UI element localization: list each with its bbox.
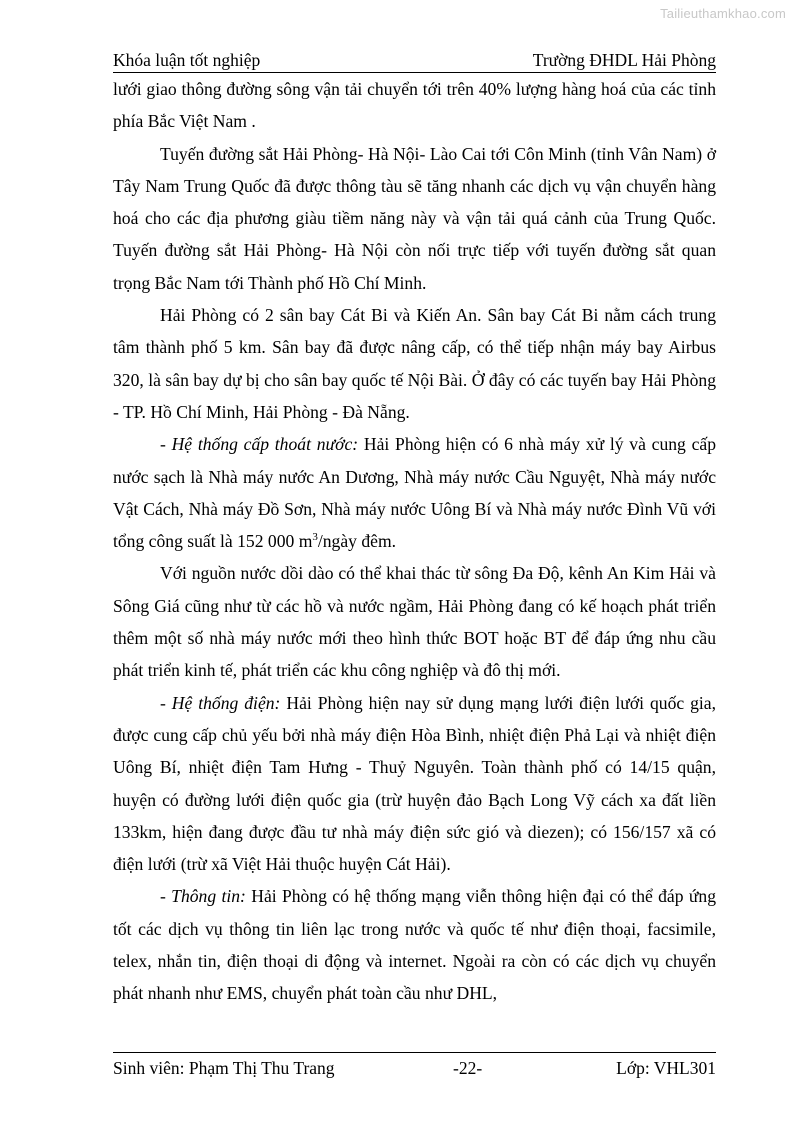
water-supply-text: Hải Phòng hiện có 6 nhà máy xử lý và cung cấp nước sạch là Nhà máy nước An Dương, Nhà máy nước Cầu Nguyệt, Nhà máy nước Vật Cách, Nhà máy Đồ Sơn, Nhà máy nước Uông Bí và Nhà máy nước Đình Vũ với tổng công suất là 152 000 m [113,434,716,552]
footer-class: Lớp: VHL301 [616,1058,716,1078]
paragraph-water-supply [113,428,716,557]
page-header [113,49,716,73]
paragraph-continuation: lưới giao thông đường sông vận tải chuyển tới trên 40% lượng hàng hoá của các tỉnh phía Bắc Việt Nam . [113,79,716,132]
paragraph-water-resources: Với nguồn nước dồi dào có thể khai thác từ sông Đa Độ, kênh An Kim Hải và Sông Giá cũng như từ các hồ và nước ngầm, Hải Phòng đang có kế hoạch phát triển thêm một số nhà máy nước mới theo hình thức BOT hoặc BT để đáp ứng nhu cầu phát triển kinh tế, phát triển các khu công nghiệp và đô thị mới. [113,563,716,681]
footer-student: Sinh viên: Phạm Thị Thu Trang [113,1058,335,1078]
header-thesis-title: Khóa luận tốt nghiệp [113,50,261,70]
superscript-cubic: 3 [312,531,318,544]
paragraph-railway: Tuyến đường sắt Hải Phòng- Hà Nội- Lào Cai tới Côn Minh (tỉnh Vân Nam) ở Tây Nam Trung Quốc đã được thông tàu sẽ tăng nhanh các dịch vụ vận chuyển hàng hoá cho các địa phương giàu tiềm năng này và vận tải quá cảnh của Trung Quốc. Tuyến đường sắt Hải Phòng- Hà Nội còn nối trực tiếp với tuyến đường sắt quan trọng Bắc Nam tới Thành phố Hồ Chí Minh. [113,143,716,293]
section-lead-electricity: - Hệ thống điện: [160,692,281,713]
section-lead-water: - Hệ thống cấp thoát nước: [160,434,359,455]
paragraph-telecom [113,880,716,1009]
watermark: Tailieuthamkhao.com [660,6,786,21]
paragraph-airports: Hải Phòng có 2 sân bay Cát Bi và Kiến An. Sân bay Cát Bi nằm cách trung tâm thành phố 5 km. Sân bay đã được nâng cấp, có thể tiếp nhận máy bay Airbus 320, là sân bay dự bị cho sân bay quốc tế Nội Bài. Ở đây có các tuyến bay Hải Phòng - TP. Hồ Chí Minh, Hải Phòng - Đà Nẵng. [113,305,716,422]
section-lead-telecom: - Thông tin: [160,886,246,907]
document-body [113,73,716,1010]
paragraph-electricity [113,687,716,881]
water-supply-unit: /ngày đêm. [317,531,397,552]
telecom-text: Hải Phòng có hệ thống mạng viễn thông hiện đại có thể đáp ứng tốt các dịch vụ thông tin liên lạc trong nước và quốc tế như điện thoại, facsimile, telex, nhắn tin, điện thoại di động và internet. Ngoài ra còn có các dịch vụ chuyển phát nhanh như EMS, chuyển phát toàn cầu như DHL, [113,886,716,1004]
page-footer [113,1052,716,1079]
page-number: -22- [453,1058,483,1078]
electricity-text: Hải Phòng hiện nay sử dụng mạng lưới điện lưới quốc gia, được cung cấp chủ yếu bởi nhà máy điện Hòa Bình, nhiệt điện Phả Lại và nhiệt điện Uông Bí, nhiệt điện Tam Hưng - Thuỷ Nguyên. Toàn thành phố có 14/15 quận, huyện có đường lưới điện quốc gia (trừ huyện đảo Bạch Long Vỹ cách xa đất liền 133km, hiện đang được đầu tư nhà máy điện sức gió và diezen); có 156/157 xã có điện lưới (trừ xã Việt Hải thuộc huyện Cát Hải). [113,692,717,875]
header-university: Trường ĐHDL Hải Phòng [532,50,716,70]
